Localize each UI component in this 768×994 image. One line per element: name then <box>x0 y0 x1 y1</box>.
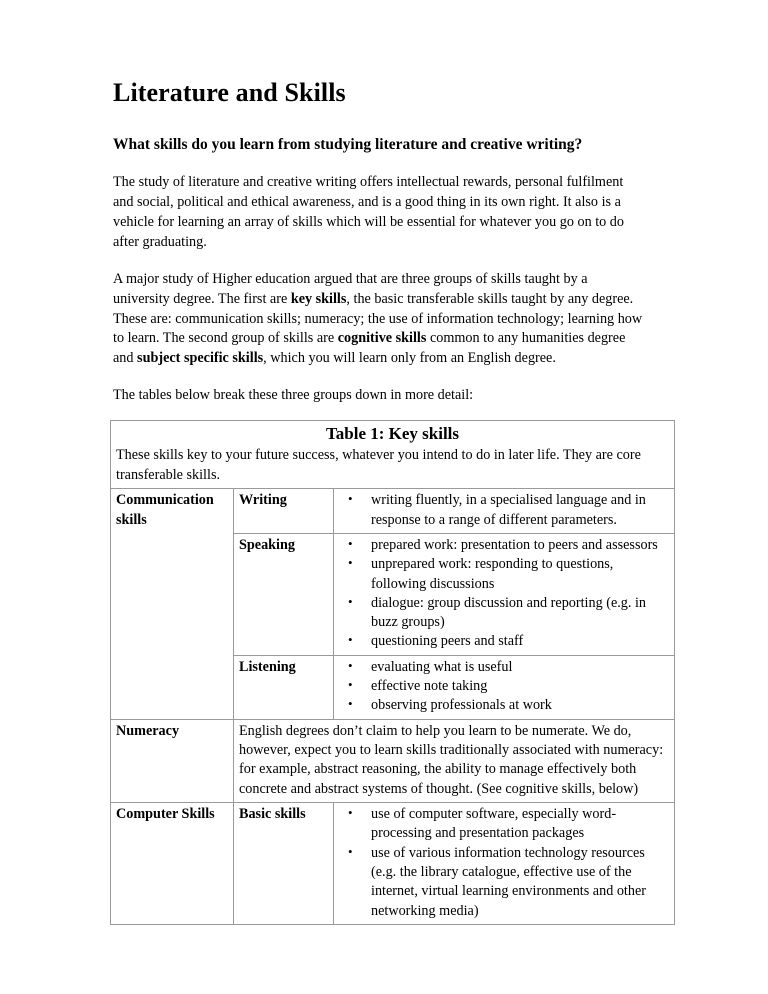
table-row <box>111 802 675 924</box>
document-body <box>113 78 643 406</box>
bullet-list <box>339 805 669 921</box>
paragraph-text-segment: A major study of Higher education argued that are three groups of skills taught by a university degree. The first are <box>113 270 588 307</box>
paragraph-intro: The study of literature and creative writing offers intellectual rewards, personal fulfilment and social, political and ethical awareness, and is a good thing in its own right. It also is a vehicle for learning an array of skills which will be essential for whatever you go on to do after graduating. <box>113 174 624 250</box>
list-item: • prepared work: presentation to peers and assessors <box>339 536 669 555</box>
subrow-content-speaking <box>334 533 675 655</box>
key-skills-table <box>110 420 675 925</box>
list-item: • observing professionals at work <box>339 696 669 715</box>
page-title: Literature and Skills <box>113 78 346 107</box>
row-content-numeracy: English degrees don’t claim to help you learn to be numerate. We do, however, expect you to learn skills traditionally associated with numeracy: for example, abstract reasoning, the ability to manage effectively both concrete and abstract systems of thought. (See cognitive skills, below) <box>234 719 675 802</box>
table-caption-row <box>111 421 675 489</box>
list-item: • evaluating what is useful <box>339 658 669 677</box>
table-title: Table 1: Key skills <box>325 424 460 444</box>
emphasis-cognitive-skills: cognitive skills <box>337 330 427 347</box>
subrow-label-listening: Listening <box>234 655 334 719</box>
subrow-content-listening <box>334 655 675 719</box>
subrow-label-basic-skills: Basic skills <box>234 802 334 924</box>
row-category-computer-skills: Computer Skills <box>111 802 234 924</box>
list-item: • effective note taking <box>339 677 669 696</box>
subrow-content-writing <box>334 489 675 534</box>
bullet-list <box>339 658 669 716</box>
table-container <box>110 420 674 925</box>
table-caption-cell <box>111 421 675 489</box>
row-category-communication: Communication skills <box>111 489 234 719</box>
list-item: • use of various information technology resources (e.g. the library catalogue, effective use of the internet, virtual learning environments and other networking media) <box>339 844 669 921</box>
emphasis-subject-specific-skills: subject specific skills <box>137 350 264 367</box>
list-item: • dialogue: group discussion and reporting (e.g. in buzz groups) <box>339 594 669 633</box>
table-description: These skills key to your future success, whatever you intend to do in later life. They are core transferable skills. <box>116 447 641 483</box>
section-subheading: What skills do you learn from studying literature and creative writing? <box>113 135 583 153</box>
emphasis-key-skills: key skills <box>290 290 347 307</box>
subrow-content-basic-skills <box>334 802 675 924</box>
bullet-list <box>339 491 669 530</box>
list-item: • writing fluently, in a specialised language and in response to a range of different parameters. <box>339 491 669 530</box>
subrow-label-writing: Writing <box>234 489 334 534</box>
paragraph-text-segment: , which you will learn only from an English degree. <box>263 350 556 367</box>
paragraph-text-segment: common to any humanities degree and <box>113 330 626 367</box>
table-row <box>111 719 675 802</box>
bullet-list <box>339 536 669 652</box>
subrow-label-speaking: Speaking <box>234 533 334 655</box>
paragraph-table-intro: The tables below break these three groups down in more detail: <box>113 387 474 404</box>
list-item: • unprepared work: responding to questions, following discussions <box>339 555 669 594</box>
list-item: • questioning peers and staff <box>339 632 669 651</box>
list-item: • use of computer software, especially word-processing and presentation packages <box>339 805 669 844</box>
row-category-numeracy: Numeracy <box>111 719 234 802</box>
paragraph-skill-groups <box>113 270 643 369</box>
paragraph-text-segment: , the basic transferable skills taught by any degree. These are: communication skills; numeracy; the use of information technology; learning how to learn. The second group of skills are <box>113 290 643 347</box>
table-row <box>111 489 675 534</box>
